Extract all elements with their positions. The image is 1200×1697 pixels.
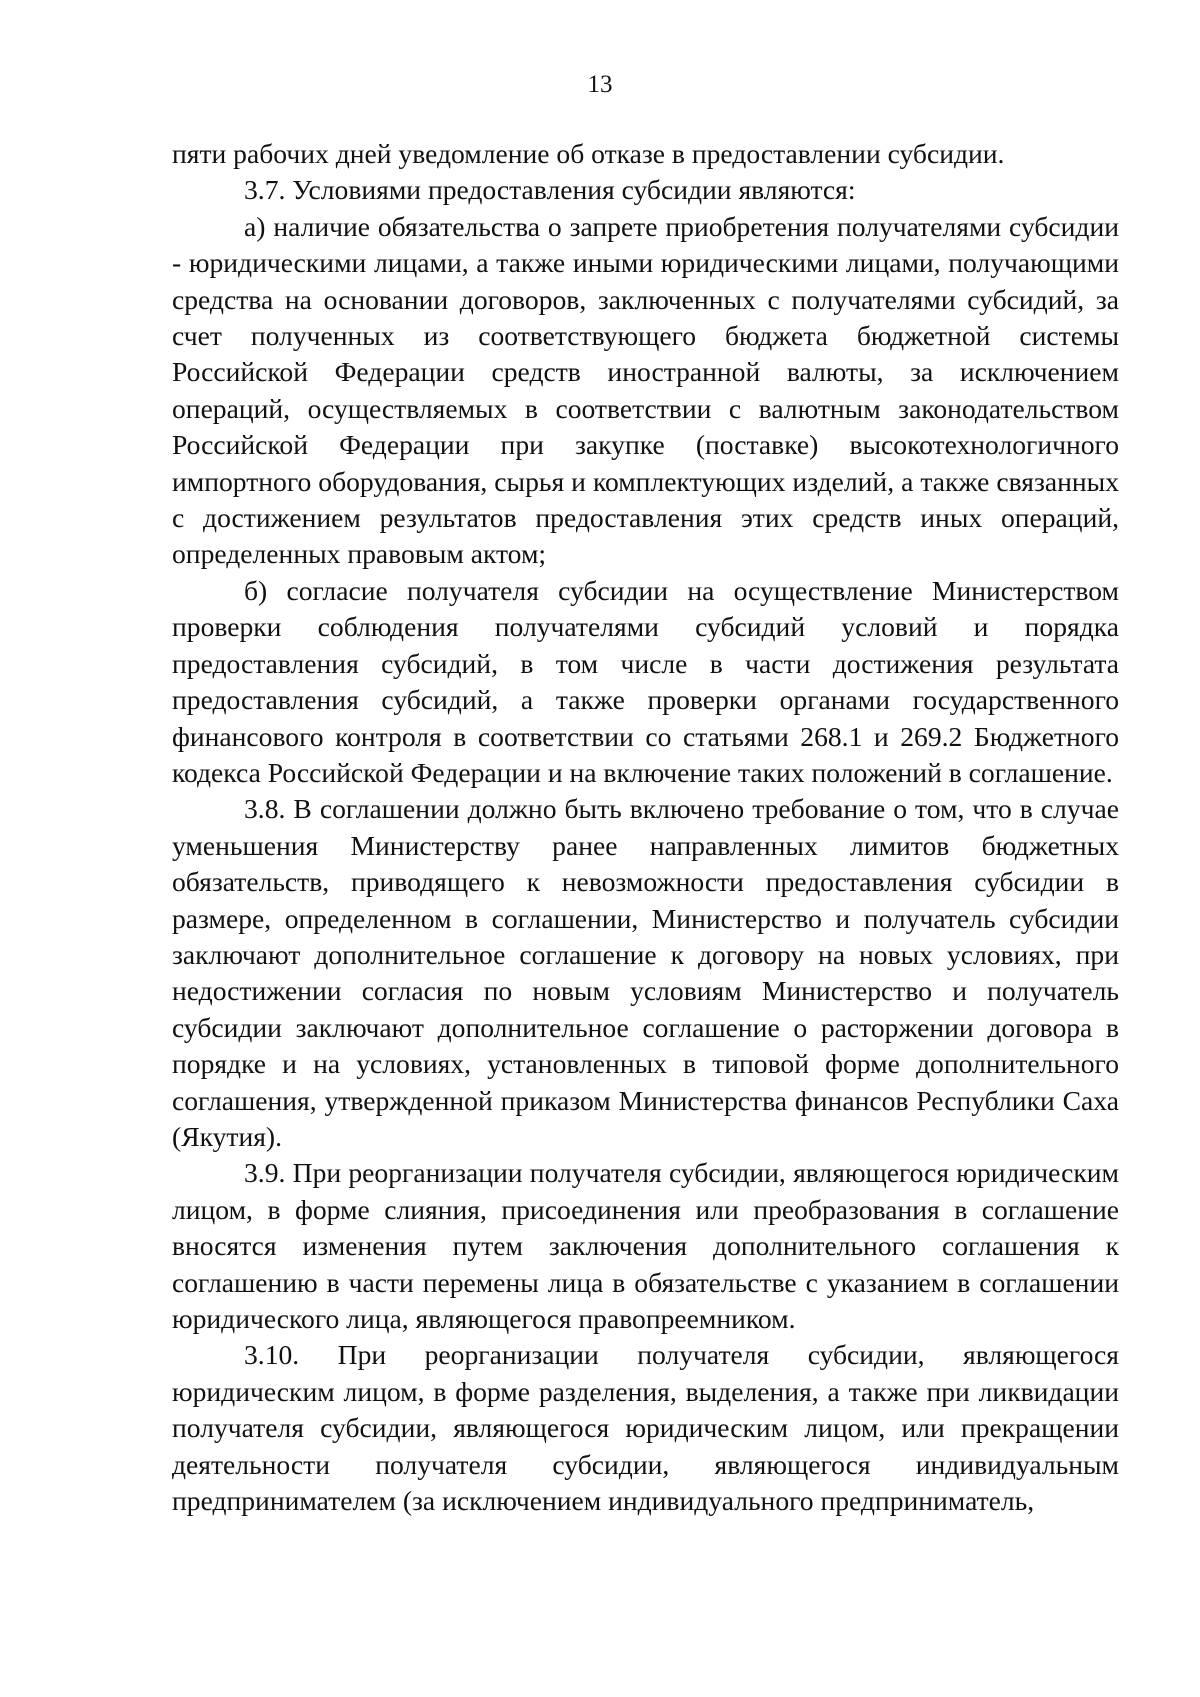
paragraph-3-7-a: а) наличие обязательства о запрете приобретения получателями субсидии - юридическими лицами, а также иными юридическими лицами, получающими средства на основании договоров, заключенных с получателями субсидий, за счет полученных из соответствующего бюджета бюджетной системы Российской Федерации средств иностранной валюты, за исключением операций, осуществляемых в соответствии с валютным законодательством Российской Федерации при закупке (поставке) высокотехнологичного импортного оборудования, сырья и комплектующих изделий, а также связанных с достижением результатов предоставления этих средств иных операций, определенных правовым актом;: [172, 210, 1119, 570]
paragraph-continuation: пяти рабочих дней уведомление об отказе в предоставлении субсидии.: [172, 138, 1005, 169]
paragraph-3-7: 3.7. Условиями предоставления субсидии являются:: [244, 174, 856, 206]
paragraph-3-10: 3.10. При реорганизации получателя субсидии, являющегося юридическим лицом, в форме разделения, выделения, а также при ликвидации получателя субсидии, являющегося юридическим лицом, или прекращении деятельности получателя субсидии, являющегося индивидуальным предпринимателем (за исключением индивидуального предприниматель,: [172, 1339, 1119, 1517]
paragraph-3-7-b: б) согласие получателя субсидии на осуществление Министерством проверки соблюдения получателями субсидий условий и порядка предоставления субсидий, в том числе в части достижения результата предоставления субсидий, а также проверки органами государственного финансового контроля в соответствии со статьями 268.1 и 269.2 Бюджетного кодекса Российской Федерации и на включение таких положений в соглашение.: [172, 574, 1119, 788]
paragraph-3-8: 3.8. В соглашении должно быть включено требование о том, что в случае уменьшения Министерству ранее направленных лимитов бюджетных обязательств, приводящего к невозможности предоставления субсидии в размере, определенном в соглашении, Министерство и получатель субсидии заключают дополнительное соглашение к договору на новых условиях, при недостижении согласия по новым условиям Министерство и получатель субсидии заключают дополнительное соглашение о расторжении договора в порядке и на условиях, установленных в типовой форме дополнительного соглашения, утвержденной приказом Министерства финансов Республики Саха (Якутия).: [172, 793, 1119, 1152]
document-body: [172, 136, 1119, 1519]
page-number: 13: [587, 71, 613, 98]
paragraph-3-9: 3.9. При реорганизации получателя субсидии, являющегося юридическим лицом, в форме слияния, присоединения или преобразования в соглашение вносятся изменения путем заключения дополнительного соглашения к соглашению в части перемены лица в обязательстве с указанием в соглашении юридического лица, являющегося правопреемником.: [172, 1157, 1119, 1334]
